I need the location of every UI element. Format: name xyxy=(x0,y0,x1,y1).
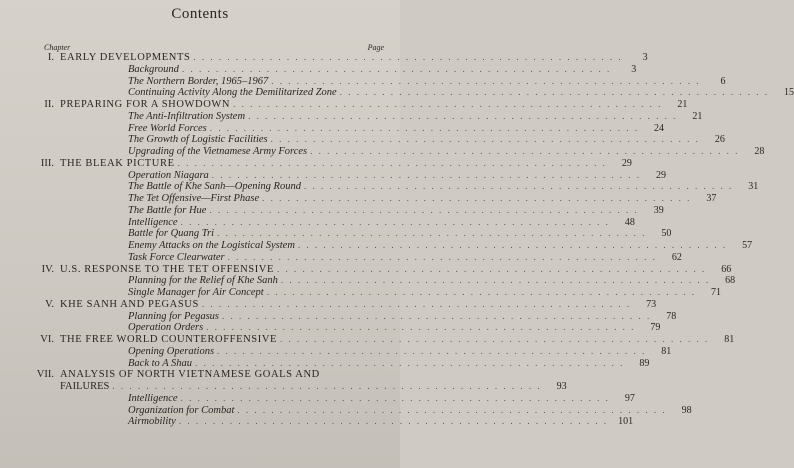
page-number: 89 xyxy=(639,357,650,369)
dot-leader: . . . . . . . . . . . . . . . . . . . . . . . . . . . . . . . . . . . . . . . . . . . . . . . . . . . xyxy=(178,416,609,427)
page-number: 101 xyxy=(618,416,634,428)
toc-section-entry xyxy=(14,310,677,323)
dot-leader: . . . . . . . . . . . . . . . . . . . . . . . . . . . . . . . . . . . . . . . . . . . . . . . . . . . xyxy=(280,334,710,344)
section-title: The Anti-Infiltration System xyxy=(128,110,246,122)
dot-leader: . . . . . . . . . . . . . . . . . . . . . . . . . . . . . . . . . . . . . . . . . . . . . . . . . . . xyxy=(277,263,707,274)
dot-leader: . . . . . . . . . . . . . . . . . . . . . . . . . . . . . . . . . . . . . . . . . . . . . . . . . . . xyxy=(217,228,647,239)
chapter-number: IV. xyxy=(41,263,54,275)
toc-section-entry xyxy=(14,87,794,99)
section-title: Operation Niagara xyxy=(128,169,209,181)
toc-section-entry xyxy=(14,193,717,205)
chapter-number: V. xyxy=(45,298,54,310)
dot-leader: . . . . . . . . . . . . . . . . . . . . . . . . . . . . . . . . . . . . . . . . . . . . . . . . . . . xyxy=(310,146,740,156)
toc-section-entry xyxy=(14,416,634,428)
page-number: 48 xyxy=(624,216,635,228)
toc-chapter-entry xyxy=(14,52,648,64)
dot-leader: . . . . . . . . . . . . . . . . . . . . . . . . . . . . . . . . . . . . . . . . . . . . . . . . . . . xyxy=(270,134,700,145)
toc-chapter-entry xyxy=(14,298,657,311)
page-number: 66 xyxy=(721,263,732,275)
dot-leader: . . . . . . . . . . . . . . . . . . . . . . . . . . . . . . . . . . . . . . . . . . . . . . . . . . . xyxy=(222,310,652,321)
page-number: 68 xyxy=(725,275,736,287)
dot-leader: . . . . . . . . . . . . . . . . . . . . . . . . . . . . . . . . . . . . . . . . . . . . . . . . . . . xyxy=(280,275,711,286)
section-title: Operation Orders xyxy=(128,322,204,334)
chapter-number: I. xyxy=(47,52,54,63)
section-title: Free World Forces xyxy=(128,122,207,134)
section-title: Single Manager for Air Concept xyxy=(128,287,264,298)
toc-section-entry xyxy=(14,357,650,370)
toc-section-entry xyxy=(14,392,635,405)
page-number: 81 xyxy=(724,334,735,345)
section-title: Organization for Combat xyxy=(128,404,235,416)
page-number: 39 xyxy=(653,204,664,216)
section-title: Enemy Attacks on the Logistical System xyxy=(128,240,295,251)
page-number: 79 xyxy=(650,322,661,334)
dot-leader: . . . . . . . . . . . . . . . . . . . . . . . . . . . . . . . . . . . . . . . . . . . . . . . . . . . xyxy=(195,357,625,368)
page-number: 31 xyxy=(748,181,759,193)
section-title: The Northern Border, 1965–1967 xyxy=(128,75,269,87)
dot-leader: . . . . . . . . . . . . . . . . . . . . . . . . . . . . . . . . . . . . . . . . . . . . . . . . . . . xyxy=(339,87,769,98)
toc-section-entry xyxy=(14,322,661,334)
page-number: 29 xyxy=(656,169,667,181)
chapter-title: KHE SANH AND PEGASUS xyxy=(60,298,199,310)
chapter-title: FAILURES xyxy=(60,381,110,392)
page-number: 29 xyxy=(621,157,632,169)
page-number: 21 xyxy=(692,110,703,122)
page-number: 3 xyxy=(631,63,637,75)
dot-leader: . . . . . . . . . . . . . . . . . . . . . . . . . . . . . . . . . . . . . . . . . . . . . . . . . . . xyxy=(209,204,639,215)
dot-leader: . . . . . . . . . . . . . . . . . . . . . . . . . . . . . . . . . . . . . . . . . . . . . . . . . . . xyxy=(271,75,701,86)
dot-leader: . . . . . . . . . . . . . . . . . . . . . . . . . . . . . . . . . . . . . . . . . . . . . . . . . . . xyxy=(233,99,663,109)
toc-section-entry xyxy=(14,75,726,88)
section-title: The Battle of Khe Sanh—Opening Round xyxy=(128,181,301,193)
chapter-title: THE BLEAK PICTURE xyxy=(60,157,175,169)
dot-leader: . . . . . . . . . . . . . . . . . . . . . . . . . . . . . . . . . . . . . . . . . . . . . . . . . . . xyxy=(266,287,696,297)
chapter-number: VII. xyxy=(36,369,54,381)
toc-section-entry xyxy=(14,204,664,217)
toc-section-entry xyxy=(14,228,672,240)
toc-section-entry xyxy=(14,110,703,123)
page-number: 15 xyxy=(783,87,794,99)
dot-leader: . . . . . . . . . . . . . . . . . . . . . . . . . . . . . . . . . . . . . . . . . . . . . . . . . . . xyxy=(303,181,734,192)
toc-chapter-entry xyxy=(14,369,384,381)
dot-leader: . . . . . . . . . . . . . . . . . . . . . . . . . . . . . . . . . . . . . . . . . . . . . . . . . . . xyxy=(248,110,678,121)
dot-leader: . . . . . . . . . . . . . . . . . . . . . . . . . . . . . . . . . . . . . . . . . . . . . . . . . . . xyxy=(211,169,642,180)
page-number: 73 xyxy=(646,298,657,310)
page-number: 24 xyxy=(654,122,664,134)
page-number: 37 xyxy=(706,193,717,204)
toc-section-entry xyxy=(14,181,759,193)
page-number: 3 xyxy=(642,52,648,63)
page-column-header: Page xyxy=(367,43,384,52)
section-title: The Tet Offensive—First Phase xyxy=(128,193,260,204)
chapter-title: U.S. RESPONSE TO THE TET OFFENSIVE xyxy=(60,263,275,275)
chapter-column-header: Chapter xyxy=(44,43,71,52)
toc-chapter-entry xyxy=(14,334,735,346)
section-title: Opening Operations xyxy=(128,345,215,357)
chapter-number: VI. xyxy=(40,334,54,345)
toc-section-entry xyxy=(14,216,635,229)
page-number: 28 xyxy=(754,146,765,157)
section-title: The Battle for Hue xyxy=(128,204,207,216)
dot-leader: . . . . . . . . . . . . . . . . . . . . . . . . . . . . . . . . . . . . . . . . . . . . . . . . . . . xyxy=(112,381,542,391)
section-title: Planning for Pegasus xyxy=(128,310,219,322)
toc-section-entry xyxy=(14,251,682,264)
page-number: 26 xyxy=(714,134,725,146)
toc-section-entry xyxy=(14,240,753,252)
dot-leader: . . . . . . . . . . . . . . . . . . . . . . . . . . . . . . . . . . . . . . . . . . . . . . . . . . . xyxy=(237,404,667,415)
page-number: 81 xyxy=(661,345,672,357)
toc-section-entry xyxy=(14,287,721,299)
toc-chapter-continuation xyxy=(14,381,567,393)
toc-section-entry xyxy=(14,404,692,417)
page-title: Contents xyxy=(171,6,229,22)
page-number: 62 xyxy=(671,251,682,263)
section-title: Airmobility xyxy=(128,416,176,428)
dot-leader: . . . . . . . . . . . . . . . . . . . . . . . . . . . . . . . . . . . . . . . . . . . . . . . . . . . xyxy=(206,322,636,333)
dot-leader: . . . . . . . . . . . . . . . . . . . . . . . . . . . . . . . . . . . . . . . . . . . . . . . . . . . xyxy=(262,193,692,203)
dot-leader: . . . . . . . . . . . . . . . . . . . . . . . . . . . . . . . . . . . . . . . . . . . . . . . . . . . xyxy=(209,122,639,133)
toc-chapter-entry xyxy=(14,263,732,276)
dot-leader: . . . . . . . . . . . . . . . . . . . . . . . . . . . . . . . . . . . . . . . . . . . . . . . . . . . xyxy=(297,240,728,250)
chapter-title: EARLY DEVELOPMENTS xyxy=(60,52,191,63)
dot-leader: . . . . . . . . . . . . . . . . . . . . . . . . . . . . . . . . . . . . . . . . . . . . . . . . . . . xyxy=(180,392,610,403)
table-of-contents xyxy=(14,52,794,428)
chapter-number: II. xyxy=(44,99,54,110)
page-number: 97 xyxy=(624,392,635,404)
page-number: 78 xyxy=(666,310,677,322)
page-number: 6 xyxy=(720,75,726,87)
toc-section-entry xyxy=(14,63,637,76)
page-number: 57 xyxy=(742,240,753,251)
toc-section-entry xyxy=(14,146,765,158)
toc-section-entry xyxy=(14,169,667,182)
toc-section-entry xyxy=(14,275,736,287)
toc-chapter-entry xyxy=(14,99,688,111)
chapter-title: ANALYSIS OF NORTH VIETNAMESE GOALS AND xyxy=(60,369,320,381)
section-title: The Growth of Logistic Facilities xyxy=(128,134,268,146)
section-title: Battle for Quang Tri xyxy=(128,228,215,240)
dot-leader: . . . . . . . . . . . . . . . . . . . . . . . . . . . . . . . . . . . . . . . . . . . . . . . . . . . xyxy=(217,345,647,356)
dot-leader: . . . . . . . . . . . . . . . . . . . . . . . . . . . . . . . . . . . . . . . . . . . . . . . . . . . xyxy=(181,63,612,74)
dot-leader: . . . . . . . . . . . . . . . . . . . . . . . . . . . . . . . . . . . . . . . . . . . . . . . . . . . xyxy=(193,52,623,62)
dot-leader: . . . . . . . . . . . . . . . . . . . . . . . . . . . . . . . . . . . . . . . . . . . . . . . . . . . xyxy=(180,216,610,227)
section-title: Planning for the Relief of Khe Sanh xyxy=(128,275,278,287)
dot-leader: . . . . . . . . . . . . . . . . . . . . . . . . . . . . . . . . . . . . . . . . . . . . . . . . . . . xyxy=(201,298,632,309)
page-number: 21 xyxy=(677,99,688,110)
section-title: Upgrading of the Vietnamese Army Forces xyxy=(128,146,308,157)
page-number: 98 xyxy=(681,404,692,416)
page-number: 50 xyxy=(661,228,672,240)
dot-leader: . . . . . . . . . . . . . . . . . . . . . . . . . . . . . . . . . . . . . . . . . . . . . . . . . . . xyxy=(177,157,607,168)
chapter-number: III. xyxy=(40,157,54,169)
toc-chapter-entry xyxy=(14,157,632,170)
page-number: 93 xyxy=(556,381,567,392)
page-number: 71 xyxy=(710,287,721,298)
toc-section-entry xyxy=(14,122,664,135)
chapter-title: THE FREE WORLD COUNTEROFFENSIVE xyxy=(60,334,278,345)
section-title: Background xyxy=(128,63,179,75)
section-title: Task Force Clearwater xyxy=(128,251,225,263)
section-title: Back to A Shau xyxy=(128,357,193,369)
toc-section-entry xyxy=(14,134,725,146)
chapter-title: PREPARING FOR A SHOWDOWN xyxy=(60,99,231,110)
section-title: Intelligence xyxy=(128,216,178,228)
section-title: Intelligence xyxy=(128,392,178,404)
section-title: Continuing Activity Along the Demilitarized Zone xyxy=(128,87,337,99)
dot-leader: . . . . . . . . . . . . . . . . . . . . . . . . . . . . . . . . . . . . . . . . . . . . . . . . . . . xyxy=(227,251,657,262)
toc-section-entry xyxy=(14,345,672,358)
